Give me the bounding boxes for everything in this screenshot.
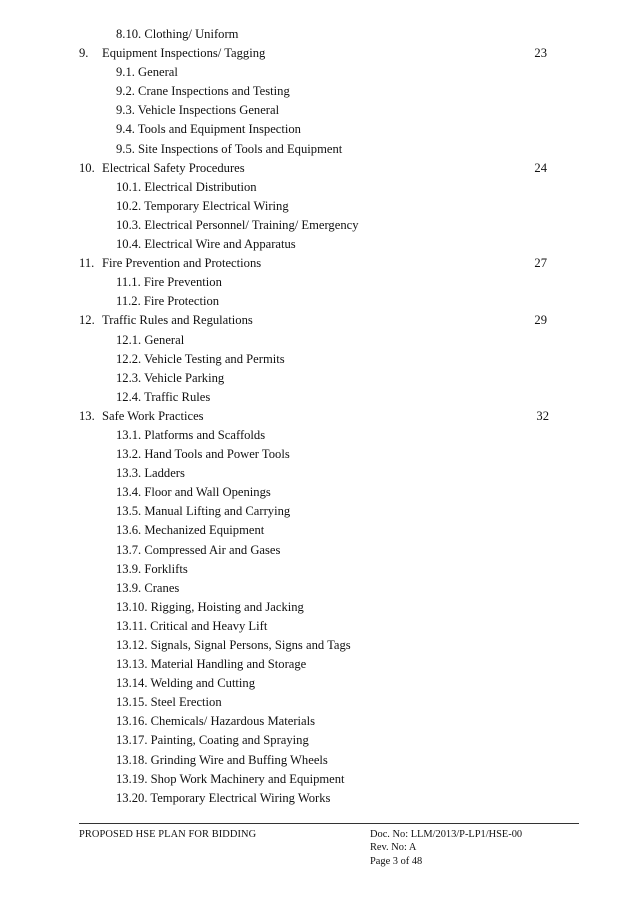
toc-entry-title: 9.1. General bbox=[116, 65, 178, 80]
toc-subsection-row bbox=[0, 216, 638, 235]
toc-subsection-row bbox=[0, 541, 638, 560]
toc-subsection-row bbox=[0, 140, 638, 159]
toc-entry-title: 13.6. Mechanized Equipment bbox=[116, 523, 265, 538]
toc-section-number: 11. bbox=[79, 256, 95, 271]
toc-entry-title: 13.4. Floor and Wall Openings bbox=[116, 485, 271, 500]
toc-subsection-row bbox=[0, 235, 638, 254]
toc-entry-title: 13.9. Forklifts bbox=[116, 561, 188, 576]
toc-entry-title: 13.16. Chemicals/ Hazardous Materials bbox=[116, 714, 315, 729]
toc-entry-title: 11.2. Fire Protection bbox=[116, 294, 220, 309]
toc-subsection-row bbox=[0, 502, 638, 521]
toc-subsection-row bbox=[0, 445, 638, 464]
footer-doc-info bbox=[370, 828, 522, 868]
toc-subsection-row bbox=[0, 273, 638, 292]
doc-number: Doc. No: LLM/2013/P-LP1/HSE-00 bbox=[370, 829, 523, 840]
toc-subsection-row bbox=[0, 560, 638, 579]
toc-section-number: 12. bbox=[79, 313, 95, 328]
toc-entry-title: 13.14. Welding and Cutting bbox=[116, 676, 256, 691]
toc-subsection-row bbox=[0, 731, 638, 750]
toc-subsection-row bbox=[0, 331, 638, 350]
toc-subsection-row bbox=[0, 178, 638, 197]
toc-entry-title: 13.3. Ladders bbox=[116, 466, 185, 481]
toc-section-row bbox=[0, 407, 638, 426]
toc-subsection-row bbox=[0, 770, 638, 789]
toc-subsection-row bbox=[0, 617, 638, 636]
toc-entry-title: 13.12. Signals, Signal Persons, Signs and Tags bbox=[116, 638, 351, 652]
toc-subsection-row bbox=[0, 25, 638, 44]
toc-entry-title: Equipment Inspections/ Tagging bbox=[102, 46, 266, 61]
toc-subsection-row bbox=[0, 388, 638, 407]
toc-entry-title: 10.2. Temporary Electrical Wiring bbox=[116, 198, 289, 213]
toc-subsection-row bbox=[0, 82, 638, 101]
toc-subsection-row bbox=[0, 636, 638, 655]
toc-subsection-row bbox=[0, 521, 638, 540]
toc-entry-title: 9.3. Vehicle Inspections General bbox=[116, 103, 280, 118]
footer-document-title: PROPOSED HSE PLAN FOR BIDDING bbox=[79, 829, 257, 840]
table-of-contents bbox=[0, 25, 638, 808]
toc-page-number: 29 bbox=[534, 313, 547, 328]
toc-subsection-row bbox=[0, 598, 638, 617]
toc-page-number: 32 bbox=[536, 408, 549, 423]
toc-section-row bbox=[0, 159, 638, 178]
toc-page-number: 27 bbox=[534, 256, 547, 271]
toc-entry-title: 12.2. Vehicle Testing and Permits bbox=[116, 351, 285, 366]
toc-entry-title: 13.5. Manual Lifting and Carrying bbox=[116, 504, 291, 519]
toc-entry-title: 12.3. Vehicle Parking bbox=[116, 370, 225, 385]
toc-entry-title: Traffic Rules and Regulations bbox=[102, 313, 253, 328]
toc-subsection-row bbox=[0, 120, 638, 139]
footer-divider bbox=[79, 823, 579, 824]
toc-entry-title: 9.2. Crane Inspections and Testing bbox=[116, 84, 290, 99]
toc-entry-title: 12.1. General bbox=[116, 332, 185, 347]
toc-entry-title: 11.1. Fire Prevention bbox=[116, 275, 222, 290]
toc-entry-title: Safe Work Practices bbox=[102, 408, 204, 423]
toc-section-number: 10. bbox=[79, 160, 95, 175]
toc-subsection-row bbox=[0, 751, 638, 770]
toc-subsection-row bbox=[0, 655, 638, 674]
toc-entry-title: 10.1. Electrical Distribution bbox=[116, 179, 257, 194]
toc-subsection-row bbox=[0, 350, 638, 369]
toc-entry-title: 9.5. Site Inspections of Tools and Equipment bbox=[116, 141, 343, 156]
toc-entry-title: Electrical Safety Procedures bbox=[102, 160, 245, 175]
toc-entry-title: 8.10. Clothing/ Uniform bbox=[116, 27, 239, 41]
toc-subsection-row bbox=[0, 483, 638, 502]
toc-entry-title: Fire Prevention and Protections bbox=[102, 256, 262, 271]
toc-subsection-row bbox=[0, 101, 638, 120]
toc-entry-title: 13.2. Hand Tools and Power Tools bbox=[116, 447, 290, 462]
toc-entry-title: 9.4. Tools and Equipment Inspection bbox=[116, 122, 301, 137]
toc-subsection-row bbox=[0, 63, 638, 82]
toc-entry-title: 10.4. Electrical Wire and Apparatus bbox=[116, 237, 296, 252]
toc-entry-title: 13.18. Grinding Wire and Buffing Wheels bbox=[116, 752, 328, 767]
toc-section-row bbox=[0, 311, 638, 330]
toc-entry-title: 13.10. Rigging, Hoisting and Jacking bbox=[116, 599, 304, 614]
revision-number: Rev. No: A bbox=[370, 842, 417, 854]
toc-subsection-row bbox=[0, 292, 638, 311]
toc-entry-title: 13.1. Platforms and Scaffolds bbox=[116, 427, 266, 442]
toc-section-row bbox=[0, 254, 638, 273]
toc-subsection-row bbox=[0, 789, 638, 808]
toc-entry-title: 13.19. Shop Work Machinery and Equipment bbox=[116, 771, 345, 786]
toc-entry-title: 12.4. Traffic Rules bbox=[116, 389, 211, 404]
toc-subsection-row bbox=[0, 693, 638, 712]
toc-entry-title: 13.7. Compressed Air and Gases bbox=[116, 542, 281, 557]
toc-subsection-row bbox=[0, 579, 638, 598]
toc-subsection-row bbox=[0, 426, 638, 445]
toc-entry-title: 13.11. Critical and Heavy Lift bbox=[116, 618, 268, 633]
toc-subsection-row bbox=[0, 712, 638, 731]
toc-entry-title: 13.17. Painting, Coating and Spraying bbox=[116, 733, 309, 748]
toc-subsection-row bbox=[0, 197, 638, 216]
toc-entry-title: 13.13. Material Handling and Storage bbox=[116, 657, 307, 672]
toc-section-number: 13. bbox=[79, 408, 95, 423]
toc-subsection-row bbox=[0, 674, 638, 693]
toc-page-number: 24 bbox=[534, 160, 547, 175]
toc-section-row bbox=[0, 44, 638, 63]
toc-subsection-row bbox=[0, 369, 638, 388]
toc-subsection-row bbox=[0, 464, 638, 483]
toc-entry-title: 13.20. Temporary Electrical Wiring Works bbox=[116, 790, 331, 805]
toc-page-number: 23 bbox=[534, 46, 547, 61]
toc-entry-title: 10.3. Electrical Personnel/ Training/ Emergency bbox=[116, 217, 359, 232]
toc-section-number: 9. bbox=[79, 46, 89, 61]
page-number: Page 3 of 48 bbox=[370, 855, 423, 867]
toc-entry-title: 13.15. Steel Erection bbox=[116, 695, 222, 710]
toc-entry-title: 13.9. Cranes bbox=[116, 580, 180, 595]
